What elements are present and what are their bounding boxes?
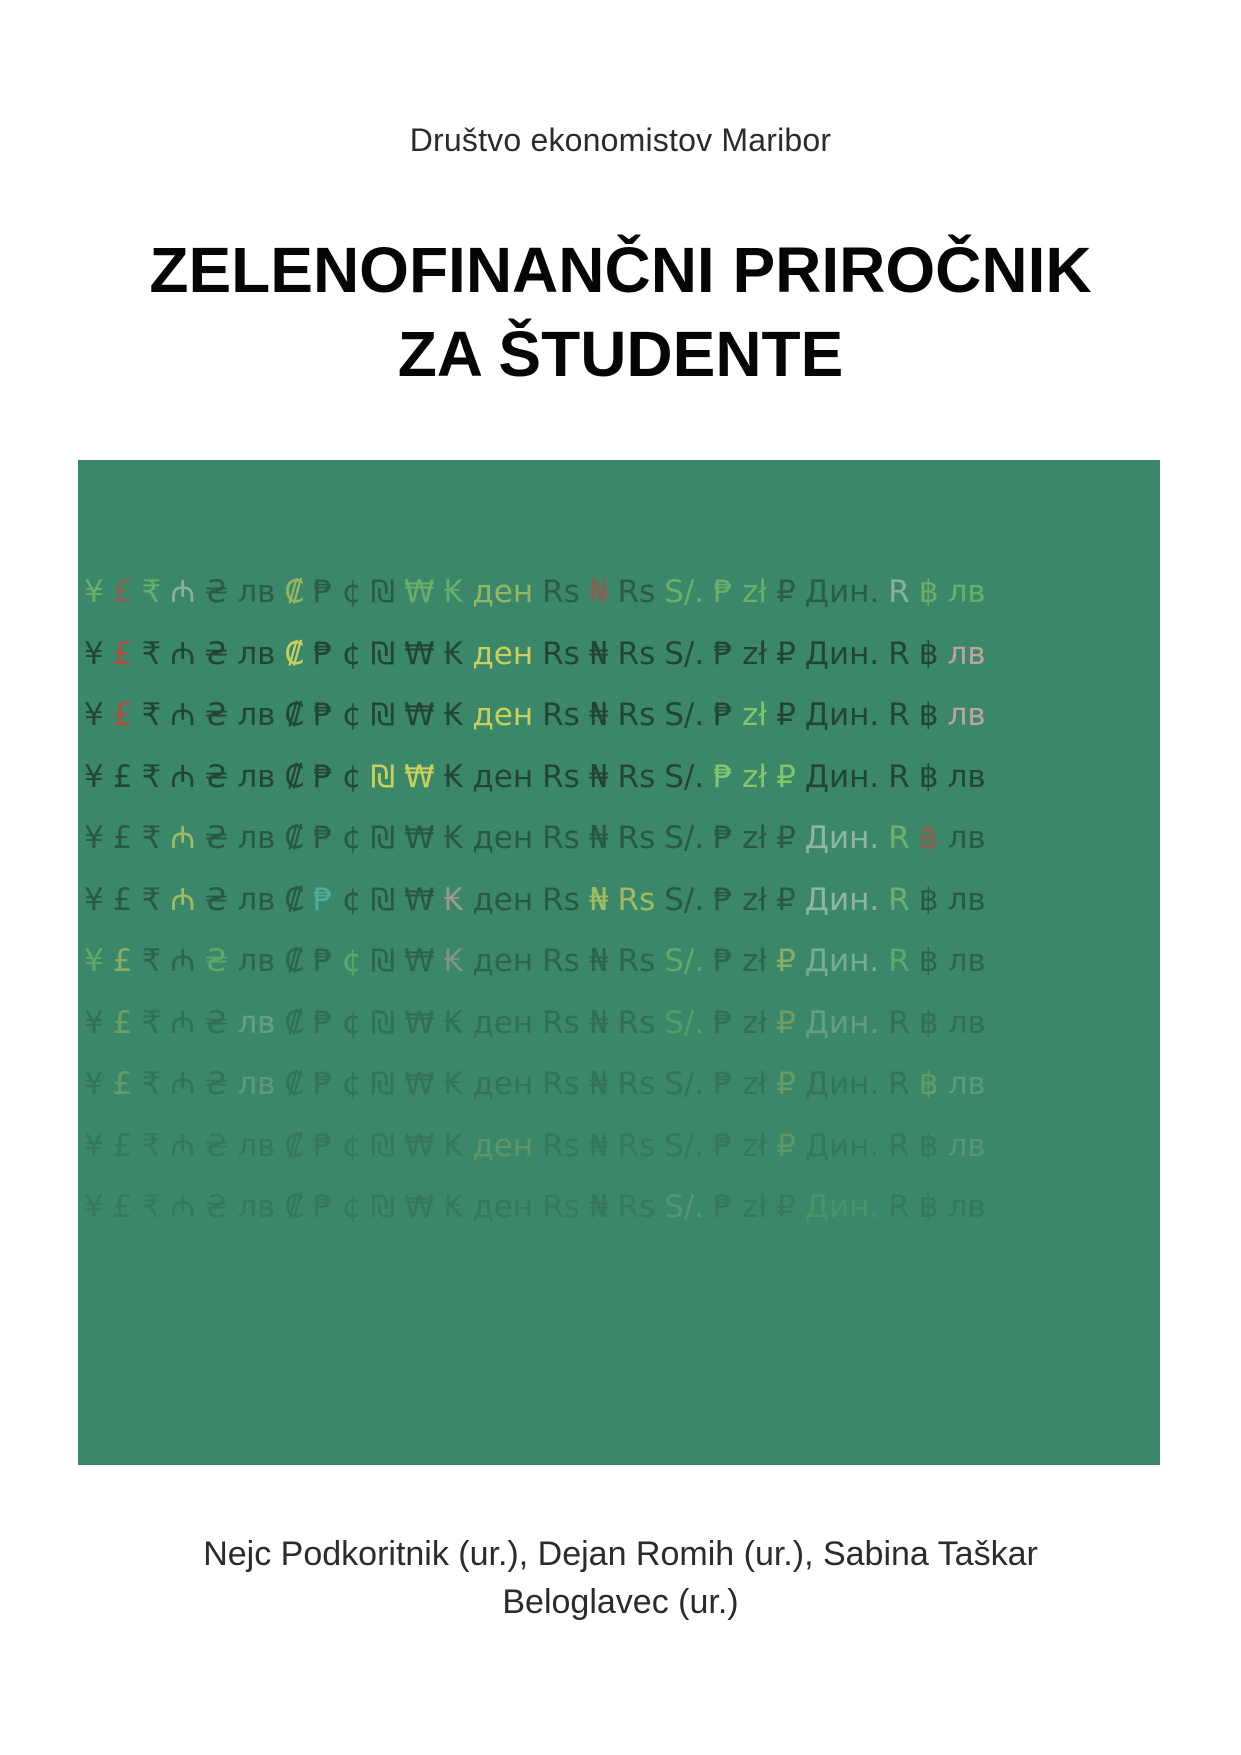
currency-symbol: ₦	[588, 1127, 609, 1164]
currency-symbol: ₽	[776, 881, 796, 918]
currency-symbol: ₹	[141, 881, 162, 918]
currency-symbol: zł	[741, 943, 768, 979]
currency-symbol: ₱	[313, 635, 333, 672]
currency-symbol: R	[888, 1004, 910, 1041]
currency-symbol: лв	[237, 943, 276, 979]
currency-symbol: ₼	[170, 574, 196, 610]
currency-symbol: ₱	[313, 574, 333, 610]
currency-symbol: ₡	[284, 881, 305, 918]
currency-symbol: Rs	[617, 1189, 656, 1225]
currency-symbol: £	[112, 697, 133, 733]
currency-symbol: ₡	[284, 1127, 305, 1164]
currency-symbol: Rs	[617, 635, 656, 672]
currency-symbol: S/.	[664, 1066, 705, 1102]
currency-symbol: Rs	[542, 574, 580, 610]
currency-symbol: R	[888, 881, 910, 918]
currency-symbol: ₪	[370, 1127, 395, 1164]
currency-symbol: ₽	[776, 1127, 796, 1164]
currency-symbol: ₱	[713, 1127, 733, 1164]
currency-symbol: S/.	[664, 1127, 705, 1164]
authors-line-2: Beloglavec (ur.)	[502, 1583, 739, 1621]
currency-symbol: ₴	[204, 943, 229, 979]
currency-symbol: £	[112, 1004, 133, 1041]
currency-symbol: ¥	[84, 820, 104, 856]
currency-symbol: R	[888, 574, 910, 610]
currency-symbol: ₭	[443, 697, 464, 733]
currency-symbol: ₭	[443, 943, 464, 979]
currency-symbol: zł	[741, 635, 768, 672]
currency-symbol-row	[84, 570, 995, 612]
currency-symbol: ден	[472, 1066, 534, 1102]
currency-symbol: ₹	[141, 1189, 162, 1225]
currency-symbol: Дин.	[804, 758, 880, 795]
currency-symbol: Rs	[542, 1004, 580, 1041]
currency-symbol: ₼	[170, 881, 196, 918]
currency-symbol: ¢	[341, 635, 362, 672]
currency-symbol: ₪	[370, 1066, 395, 1102]
currency-symbol: ₪	[370, 697, 395, 733]
currency-symbol-row	[84, 939, 995, 981]
currency-symbol: ₩	[403, 1066, 435, 1102]
currency-symbol: ₱	[713, 697, 733, 733]
currency-symbol: лв	[237, 697, 276, 733]
currency-symbol: Дин.	[804, 881, 880, 918]
currency-symbol: R	[888, 1189, 910, 1225]
title-line-2: ZA ŠTUDENTE	[397, 318, 844, 390]
currency-symbol: Rs	[617, 1066, 656, 1102]
currency-symbol: ₽	[776, 1189, 796, 1225]
currency-symbol: ден	[472, 574, 534, 610]
currency-symbol: лв	[947, 574, 986, 610]
currency-symbol: ₱	[313, 1066, 333, 1102]
currency-symbol: ₼	[170, 758, 196, 795]
currency-symbol: zł	[741, 820, 768, 856]
currency-symbol: ฿	[918, 758, 939, 795]
currency-symbol: ₩	[403, 1189, 435, 1225]
currency-symbol: Rs	[542, 943, 580, 979]
currency-symbol: ₩	[403, 1004, 435, 1041]
currency-symbol: лв	[947, 1066, 986, 1102]
currency-symbol: ₭	[443, 758, 464, 795]
currency-symbol: ₱	[313, 1189, 333, 1225]
currency-symbol: ₱	[313, 881, 333, 918]
currency-symbol: ₱	[713, 881, 733, 918]
currency-symbol: Rs	[617, 881, 656, 918]
currency-symbol: R	[888, 1127, 910, 1164]
currency-symbol: ₡	[284, 943, 305, 979]
currency-symbol: ден	[472, 697, 534, 733]
currency-symbol: ฿	[918, 881, 939, 918]
currency-symbol: R	[888, 1066, 910, 1102]
currency-symbol: £	[112, 758, 133, 795]
currency-symbol: R	[888, 697, 910, 733]
currency-symbol: ฿	[918, 635, 939, 672]
currency-symbol: ₡	[284, 820, 305, 856]
currency-symbol: ¢	[341, 697, 362, 733]
currency-symbol: лв	[947, 943, 986, 979]
currency-symbol: ¥	[84, 697, 104, 733]
currency-symbol: Rs	[617, 1127, 656, 1164]
currency-symbol-row	[84, 1185, 995, 1227]
currency-symbol: ¢	[341, 1066, 362, 1102]
currency-symbol: Rs	[617, 574, 656, 610]
currency-symbol: ₪	[370, 635, 395, 672]
currency-symbol: ₱	[313, 1004, 333, 1041]
currency-symbol-row	[84, 1124, 995, 1166]
currency-symbol: лв	[237, 1127, 276, 1164]
currency-symbol: ₴	[204, 697, 229, 733]
currency-symbol: ฿	[918, 574, 939, 610]
currency-symbol: ₡	[284, 635, 305, 672]
currency-symbol: R	[888, 943, 910, 979]
currency-symbol: ₼	[170, 1189, 196, 1225]
currency-symbol: ¢	[341, 1004, 362, 1041]
currency-symbol: ₩	[403, 697, 435, 733]
currency-symbol: ¥	[84, 881, 104, 918]
currency-symbol: ₹	[141, 697, 162, 733]
currency-symbol: ден	[472, 635, 534, 672]
currency-symbol: ₹	[141, 758, 162, 795]
currency-symbol: S/.	[664, 635, 705, 672]
currency-symbol: ฿	[918, 1127, 939, 1164]
currency-symbol: ¥	[84, 1066, 104, 1102]
currency-symbol: ден	[472, 820, 534, 856]
currency-symbol: zł	[741, 1127, 768, 1164]
currency-symbol: ₹	[141, 1004, 162, 1041]
currency-symbol: лв	[947, 881, 986, 918]
currency-symbol: ₱	[313, 1127, 333, 1164]
currency-symbol: ₽	[776, 943, 796, 979]
book-title	[0, 228, 1241, 396]
currency-symbol: ₩	[403, 635, 435, 672]
currency-symbol: ₹	[141, 574, 162, 610]
currency-symbol: лв	[237, 1066, 276, 1102]
currency-symbol: лв	[947, 1004, 986, 1041]
currency-symbol: ₡	[284, 1004, 305, 1041]
currency-symbol: ₦	[588, 881, 609, 918]
currency-symbol: ₴	[204, 574, 229, 610]
currency-symbol: Rs	[542, 1066, 580, 1102]
currency-symbol: ₼	[170, 635, 196, 672]
currency-symbol: ₦	[588, 1189, 609, 1225]
currency-symbol: ¢	[341, 758, 362, 795]
currency-symbol: ₦	[588, 574, 609, 610]
currency-symbol: ₪	[370, 574, 395, 610]
currency-symbol: ₼	[170, 820, 196, 856]
currency-symbol: ₱	[713, 1066, 733, 1102]
currency-symbol: ₡	[284, 1066, 305, 1102]
currency-symbol: ₪	[370, 1189, 395, 1225]
currency-symbol: ₪	[370, 758, 395, 795]
currency-symbol: Дин.	[804, 1004, 880, 1041]
currency-symbol: ₩	[403, 574, 435, 610]
currency-symbol: ₱	[313, 697, 333, 733]
currency-symbol: ₭	[443, 635, 464, 672]
currency-symbol: Rs	[542, 635, 580, 672]
currency-symbol: ฿	[918, 697, 939, 733]
currency-symbol: ₽	[776, 697, 796, 733]
currency-symbol: ₡	[284, 1189, 305, 1225]
currency-symbol: Дин.	[804, 1127, 880, 1164]
currency-symbol: R	[888, 758, 910, 795]
currency-symbol: ₹	[141, 1066, 162, 1102]
currency-symbol: R	[888, 635, 910, 672]
currency-symbol: ₪	[370, 943, 395, 979]
currency-symbol: лв	[237, 1189, 276, 1225]
currency-symbol: ¢	[341, 881, 362, 918]
currency-symbol: ¢	[341, 820, 362, 856]
cover-illustration	[78, 460, 1160, 1465]
authors-line-1: Nejc Podkoritnik (ur.), Dejan Romih (ur.), Sabina Taškar	[203, 1535, 1038, 1573]
currency-symbol: ฿	[918, 1004, 939, 1041]
currency-symbol: ¥	[84, 574, 104, 610]
currency-symbol-row	[84, 755, 995, 797]
currency-symbol: Rs	[542, 881, 580, 918]
currency-symbol: ден	[472, 1004, 534, 1041]
currency-symbol: ₭	[443, 820, 464, 856]
currency-symbol: £	[112, 943, 133, 979]
currency-symbol: лв	[237, 820, 276, 856]
currency-symbol: ₹	[141, 1127, 162, 1164]
currency-symbol: ₩	[403, 943, 435, 979]
currency-symbol: Дин.	[804, 635, 880, 672]
currency-symbol: Rs	[617, 943, 656, 979]
currency-symbol: £	[112, 820, 133, 856]
currency-symbol: Rs	[542, 1127, 580, 1164]
currency-symbol: £	[112, 1127, 133, 1164]
publisher-name: Društvo ekonomistov Maribor	[409, 122, 832, 158]
currency-symbol: S/.	[664, 574, 705, 610]
currency-symbol: лв	[237, 758, 276, 795]
currency-symbol: Дин.	[804, 697, 880, 733]
currency-symbol: S/.	[664, 881, 705, 918]
currency-symbol: Rs	[542, 820, 580, 856]
currency-symbol: ₡	[284, 758, 305, 795]
currency-symbol: ₭	[443, 1127, 464, 1164]
currency-symbol-row	[84, 632, 995, 674]
currency-symbol: £	[112, 635, 133, 672]
currency-symbol: ₪	[370, 820, 395, 856]
currency-symbol: лв	[237, 574, 276, 610]
currency-symbol: ฿	[918, 820, 939, 856]
currency-symbol: ₩	[403, 758, 435, 795]
currency-symbol: zł	[741, 881, 768, 918]
currency-symbol: ¥	[84, 1127, 104, 1164]
currency-symbol: Rs	[617, 697, 656, 733]
currency-symbol: ден	[472, 758, 534, 795]
currency-symbol: Дин.	[804, 1066, 880, 1102]
currency-symbol: zł	[741, 1189, 768, 1225]
currency-symbol: ₪	[370, 881, 395, 918]
currency-symbol: ден	[472, 943, 534, 979]
currency-symbol: ₴	[204, 1004, 229, 1041]
currency-symbol: ₭	[443, 1189, 464, 1225]
currency-symbol: ₽	[776, 1004, 796, 1041]
currency-symbol: zł	[741, 1004, 768, 1041]
currency-symbol: Дин.	[804, 943, 880, 979]
currency-symbol: ₴	[204, 820, 229, 856]
currency-symbol: ₼	[170, 1004, 196, 1041]
currency-symbol: ฿	[918, 1066, 939, 1102]
currency-symbol: ¥	[84, 1189, 104, 1225]
currency-symbol: ₱	[713, 635, 733, 672]
currency-symbol: ₱	[713, 943, 733, 979]
currency-symbol: ₦	[588, 943, 609, 979]
currency-symbol: S/.	[664, 943, 705, 979]
currency-symbol: лв	[947, 1189, 986, 1225]
currency-symbol: ₴	[204, 1189, 229, 1225]
currency-symbol: ₱	[313, 820, 333, 856]
currency-symbol: лв	[947, 1127, 986, 1164]
currency-symbol: ден	[472, 1127, 534, 1164]
title-line-1: ZELENOFINANČNI PRIROČNIK	[149, 234, 1092, 306]
currency-symbol: ¢	[341, 1189, 362, 1225]
currency-symbol: ₽	[776, 820, 796, 856]
currency-symbol: ₭	[443, 574, 464, 610]
currency-symbol: zł	[741, 574, 768, 610]
currency-symbol: ₴	[204, 1127, 229, 1164]
currency-symbol: ₴	[204, 758, 229, 795]
currency-symbol: ₴	[204, 881, 229, 918]
currency-symbol: ₽	[776, 758, 796, 795]
currency-symbol: Дин.	[804, 820, 880, 856]
currency-symbol: zł	[741, 758, 768, 795]
currency-symbol-row	[84, 1062, 995, 1104]
currency-symbol: R	[888, 820, 910, 856]
currency-symbol: ₼	[170, 943, 196, 979]
currency-symbol: S/.	[664, 758, 705, 795]
currency-symbol: ¥	[84, 943, 104, 979]
currency-symbol: ₦	[588, 635, 609, 672]
currency-symbol: ₭	[443, 1004, 464, 1041]
currency-symbol: ¢	[341, 574, 362, 610]
currency-symbol: лв	[947, 820, 986, 856]
currency-symbol: ₩	[403, 1127, 435, 1164]
currency-symbol: £	[112, 1066, 133, 1102]
currency-symbol: ₦	[588, 697, 609, 733]
currency-symbol: ₡	[284, 697, 305, 733]
currency-symbol: ₦	[588, 1066, 609, 1102]
currency-symbol: £	[112, 574, 133, 610]
currency-symbol: ₹	[141, 943, 162, 979]
currency-symbol: ₹	[141, 820, 162, 856]
currency-symbol: S/.	[664, 697, 705, 733]
currency-symbol: Rs	[542, 758, 580, 795]
currency-symbol-row	[84, 878, 995, 920]
currency-symbol: ₱	[713, 574, 733, 610]
currency-symbol: ¥	[84, 635, 104, 672]
currency-symbol: ¢	[341, 943, 362, 979]
currency-symbol: ₽	[776, 635, 796, 672]
currency-symbol: ₹	[141, 635, 162, 672]
currency-symbol-row	[84, 1001, 995, 1043]
currency-symbol: ₪	[370, 1004, 395, 1041]
currency-symbol: ₼	[170, 697, 196, 733]
currency-symbol: ₽	[776, 1066, 796, 1102]
currency-symbol: ₼	[170, 1066, 196, 1102]
currency-symbol: ден	[472, 1189, 534, 1225]
currency-symbol: лв	[947, 697, 986, 733]
currency-symbol: ₩	[403, 820, 435, 856]
currency-symbol: Rs	[617, 758, 656, 795]
currency-symbol: ₭	[443, 1066, 464, 1102]
currency-symbol: ₦	[588, 1004, 609, 1041]
currency-symbol: Rs	[617, 1004, 656, 1041]
currency-symbol: ₱	[313, 758, 333, 795]
currency-symbol: ₱	[713, 1189, 733, 1225]
currency-symbol: £	[112, 1189, 133, 1225]
currency-symbol: ₦	[588, 820, 609, 856]
currency-symbol: Rs	[542, 697, 580, 733]
currency-symbol: ¥	[84, 758, 104, 795]
currency-symbol: лв	[947, 758, 986, 795]
currency-symbol: ₱	[713, 820, 733, 856]
currency-symbol: zł	[741, 697, 768, 733]
currency-symbol: Rs	[617, 820, 656, 856]
currency-symbol: ₽	[776, 574, 796, 610]
currency-symbol: zł	[741, 1066, 768, 1102]
currency-symbol: S/.	[664, 1189, 705, 1225]
currency-symbol: S/.	[664, 820, 705, 856]
currency-symbol: ₩	[403, 881, 435, 918]
currency-symbol: Rs	[542, 1189, 580, 1225]
currency-symbol: ₱	[713, 758, 733, 795]
currency-symbol: ¥	[84, 1004, 104, 1041]
currency-symbol: ₴	[204, 635, 229, 672]
currency-symbol: ฿	[918, 943, 939, 979]
currency-symbol: S/.	[664, 1004, 705, 1041]
currency-symbol: лв	[237, 635, 276, 672]
currency-symbol: ฿	[918, 1189, 939, 1225]
currency-symbol: ₱	[713, 1004, 733, 1041]
currency-symbol: ₡	[284, 574, 305, 610]
authors	[0, 1530, 1241, 1626]
currency-symbol: ₦	[588, 758, 609, 795]
currency-symbol: лв	[237, 881, 276, 918]
currency-symbol: £	[112, 881, 133, 918]
currency-symbol: ден	[472, 881, 534, 918]
currency-symbol-row	[84, 693, 995, 735]
currency-symbol-row	[84, 816, 995, 858]
currency-symbol: Дин.	[804, 1189, 880, 1225]
currency-symbol: ₴	[204, 1066, 229, 1102]
currency-symbol: лв	[237, 1004, 276, 1041]
currency-symbol: ₱	[313, 943, 333, 979]
currency-symbol: лв	[947, 635, 986, 672]
currency-symbol: Дин.	[804, 574, 880, 610]
currency-symbol: ₼	[170, 1127, 196, 1164]
currency-symbol: ¢	[341, 1127, 362, 1164]
currency-symbol: ₭	[443, 881, 464, 918]
